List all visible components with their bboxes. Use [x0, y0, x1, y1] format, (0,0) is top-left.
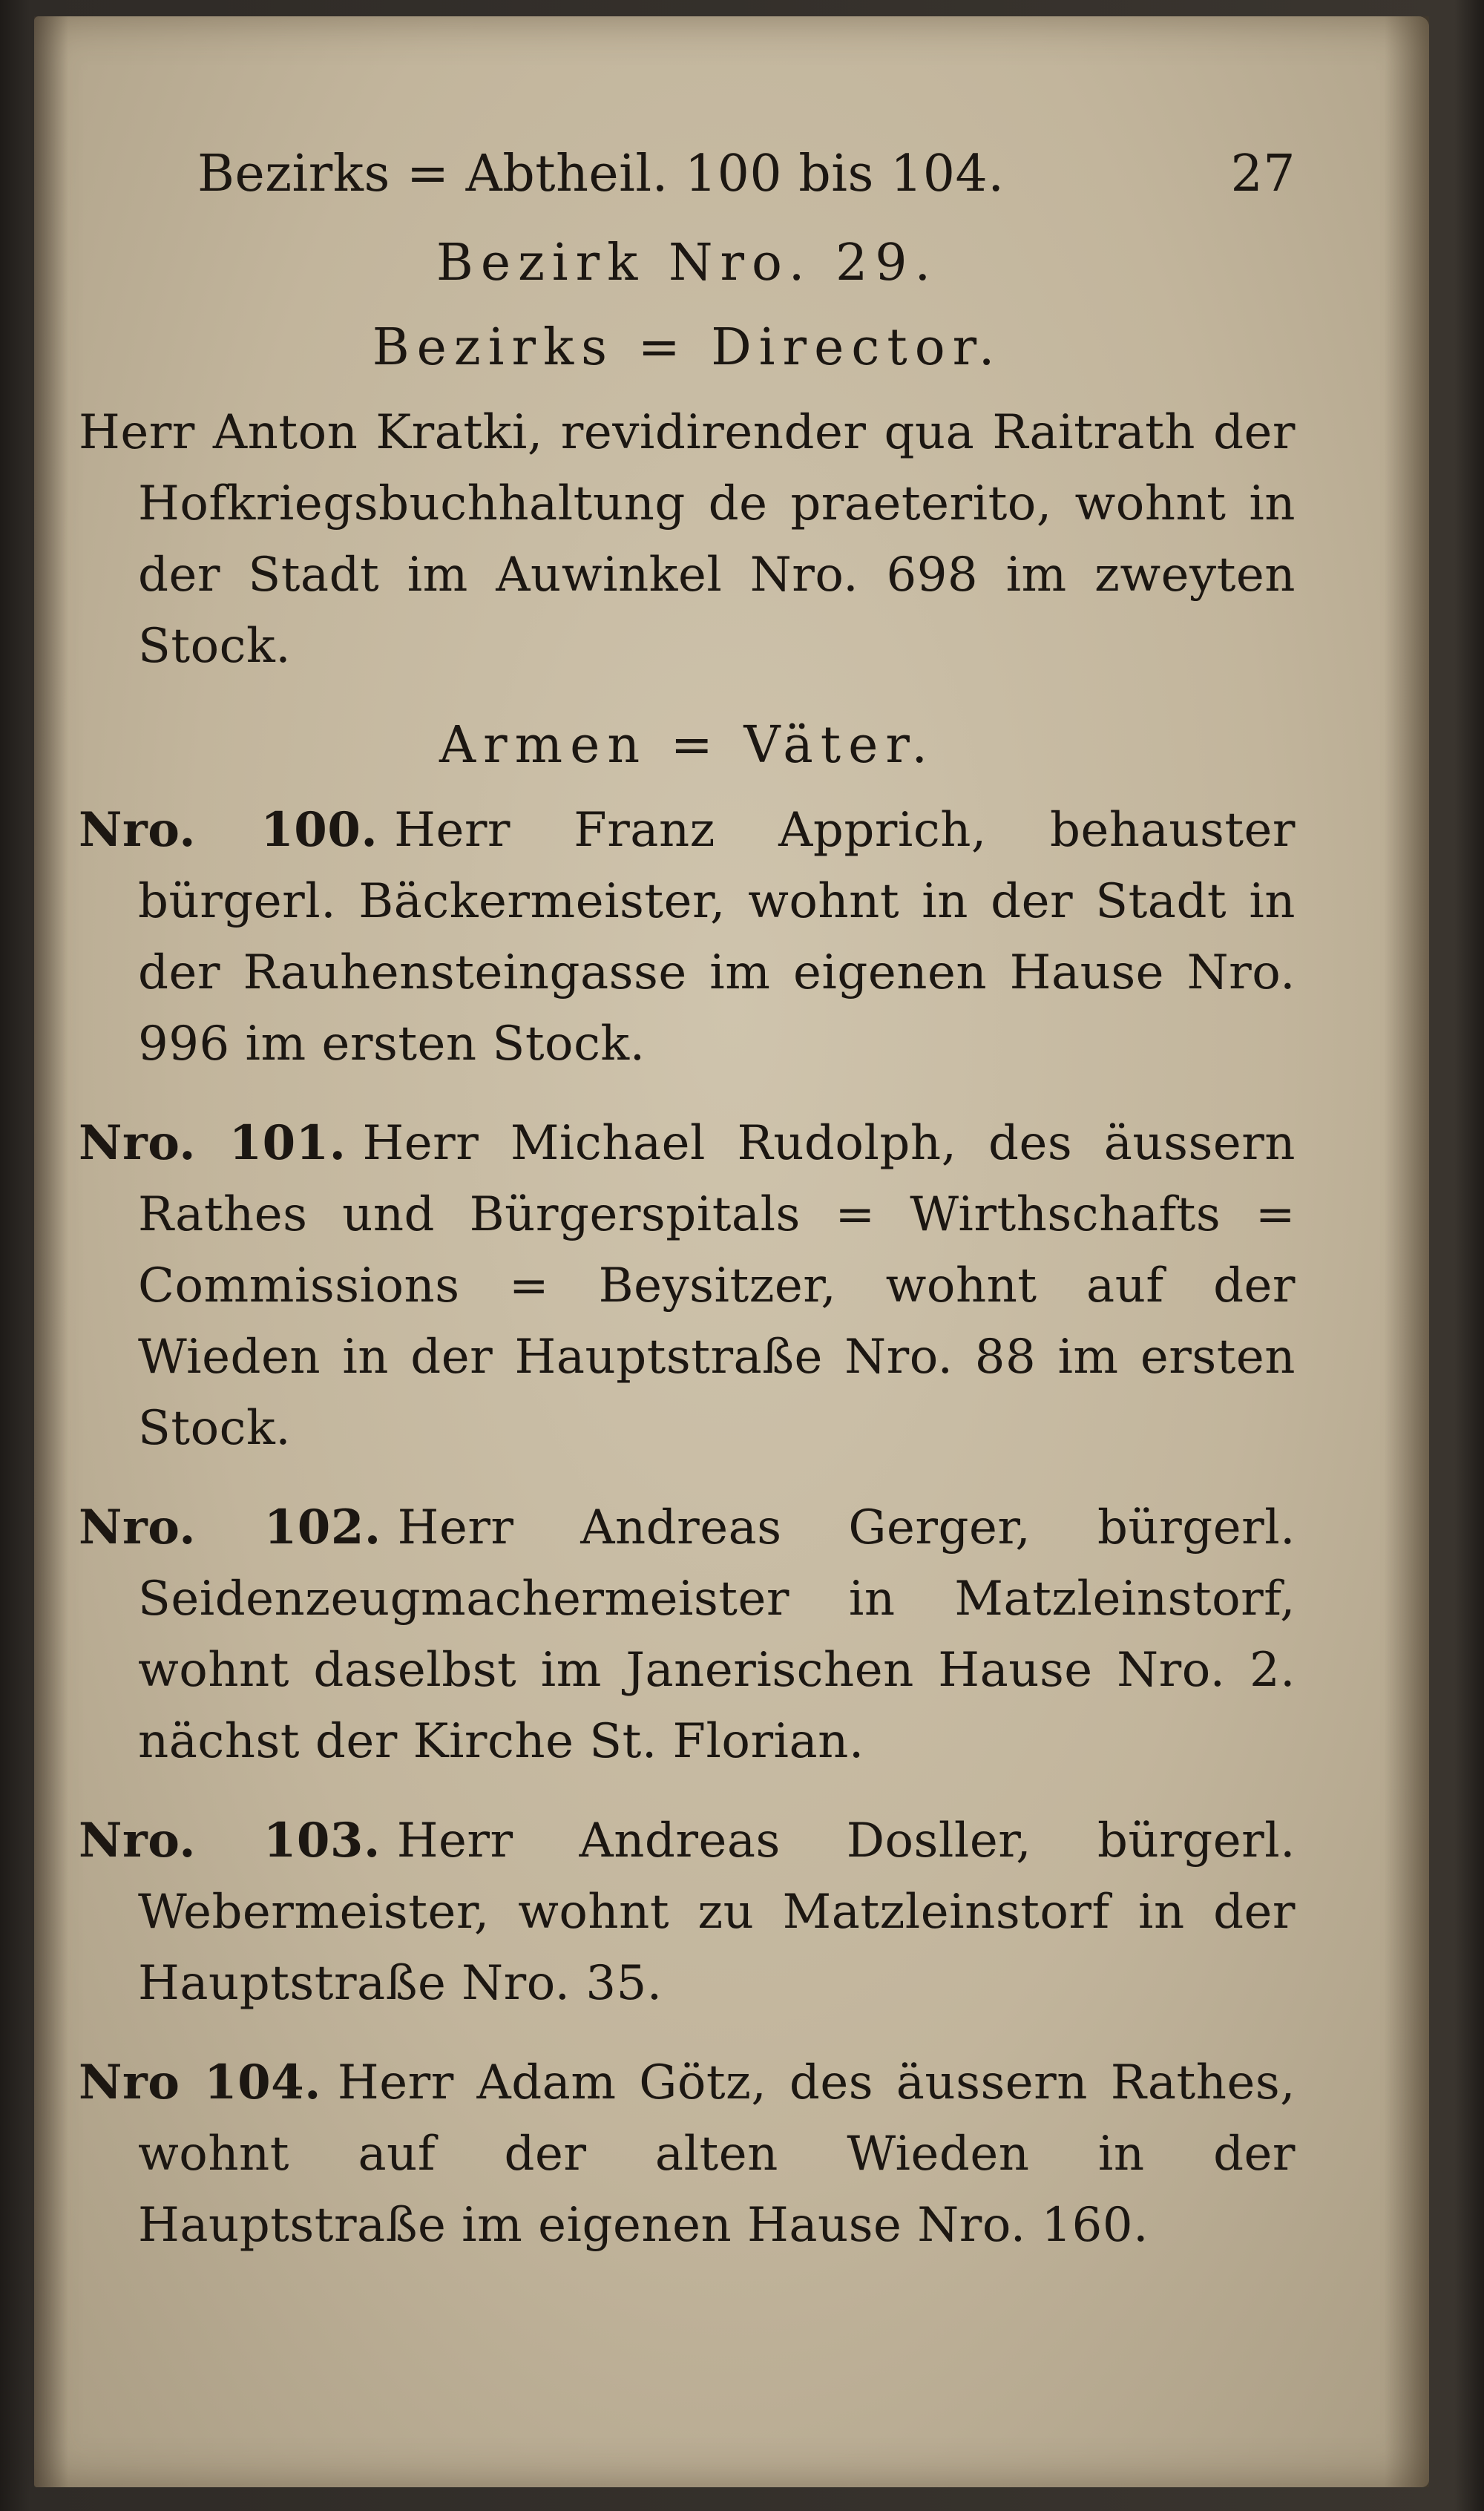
page-text: [79, 139, 1296, 2289]
entry-number: Nro. 101.: [79, 1115, 347, 1171]
entry-text: Herr Andreas Dosller, bürgerl. Webermeister, wohnt zu Matzleinstorf in der Hauptstraße Nro. 35.: [138, 1814, 1296, 2011]
director-heading: Bezirks = Director.: [372, 318, 1002, 377]
director-entry: Herr Anton Kratki, revidirender qua Raitrath der Hofkriegsbuchhaltung de praeterito, wohnt in der Stadt im Auwinkel Nro. 698 im zweyten Stock.: [79, 405, 1296, 674]
list-item: [79, 1108, 1296, 1464]
list-item: [79, 1492, 1296, 1777]
armen-heading: Armen = Väter.: [439, 716, 935, 775]
book-page: [34, 16, 1429, 2487]
entry-number: Nro. 100.: [79, 802, 378, 858]
page-gutter-shadow: [34, 16, 68, 2487]
page-edge-shadow: [1385, 16, 1429, 2487]
list-item: [79, 2047, 1296, 2261]
entry-number: Nro. 103.: [79, 1813, 381, 1868]
entry-text: Herr Andreas Gerger, bürgerl. Seidenzeugmachermeister in Matzleinstorf, wohnt daselbst im Janerischen Hause Nro. 2. nächst der Kirche St. Florian.: [138, 1500, 1296, 1769]
entry-number: Nro. 102.: [79, 1500, 381, 1555]
entry-text: Herr Michael Rudolph, des äussern Rathes und Bürgerspitals = Wirthschafts = Commissions = Beysitzer, wohnt auf der Wieden in der Hauptstraße Nro. 88 im ersten Stock.: [138, 1116, 1296, 1456]
list-item: [79, 795, 1296, 1080]
entry-number: Nro 104.: [79, 2055, 321, 2110]
list-item: [79, 1805, 1296, 2019]
entry-text: Herr Franz Apprich, behauster bürgerl. Bäckermeister, wohnt in der Stadt in der Rauhensteingasse im eigenen Hause Nro. 996 im ersten Stock.: [138, 803, 1296, 1071]
page-number: 27: [1230, 145, 1296, 203]
running-title: Bezirks = Abtheil. 100 bis 104.: [197, 145, 1005, 203]
running-head: [79, 139, 1296, 210]
entry-text: Herr Adam Götz, des äussern Rathes, wohnt auf der alten Wieden in der Hauptstraße im eigenen Hause Nro. 160.: [138, 2055, 1296, 2253]
district-title: Bezirk Nro. 29.: [436, 234, 939, 292]
